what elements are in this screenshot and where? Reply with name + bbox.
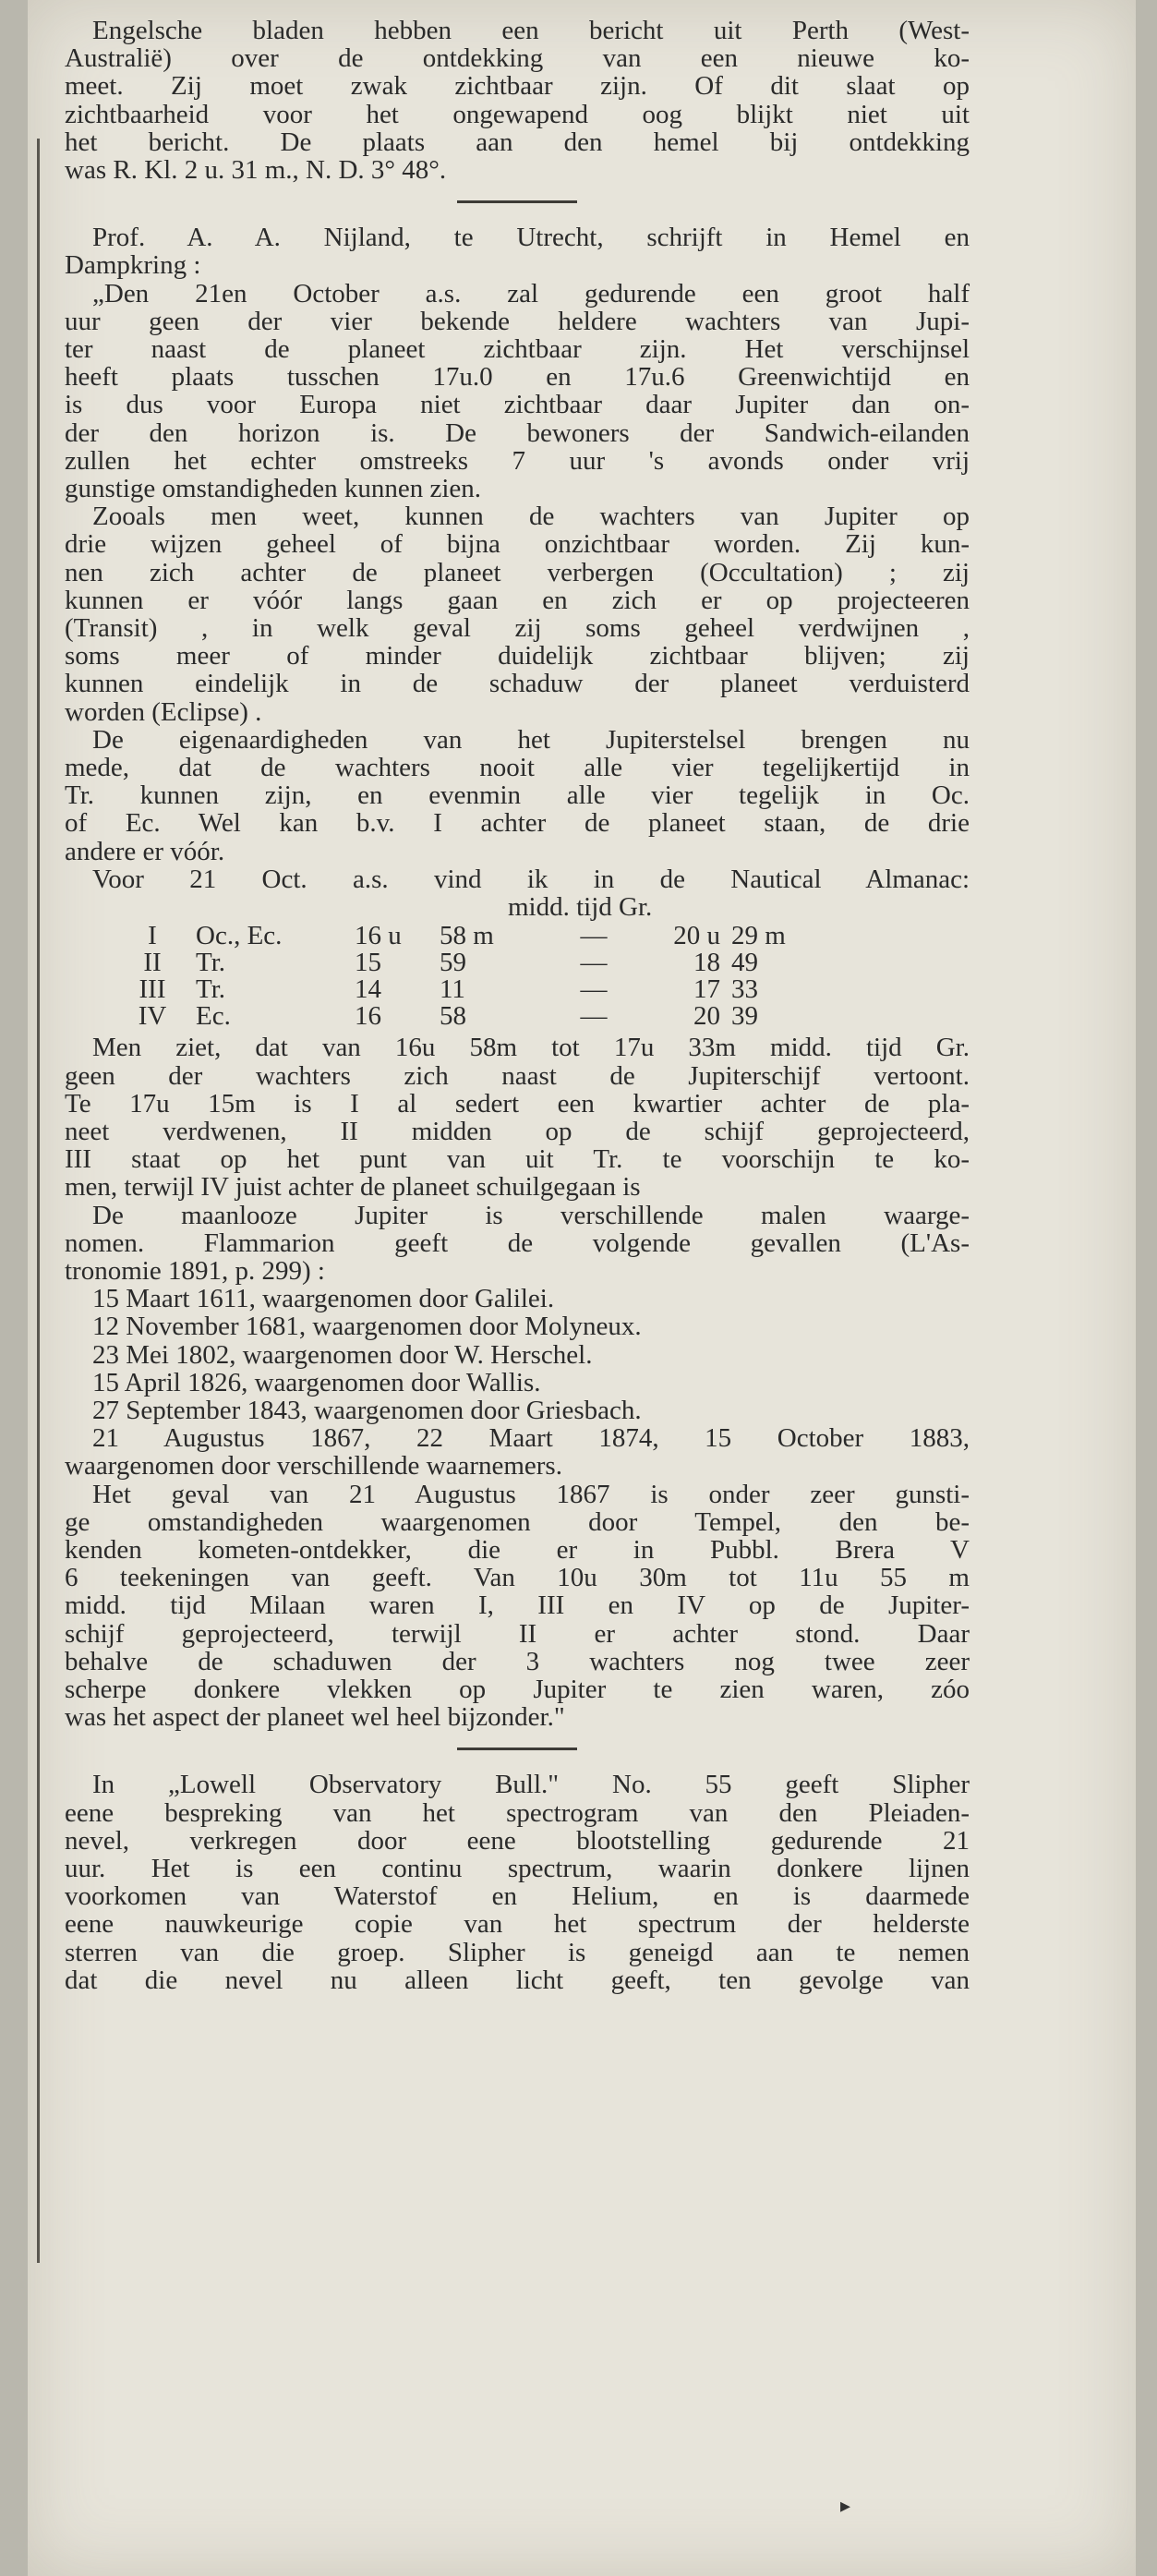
table-cell: 20 u [673, 921, 720, 951]
table-cell: 14 [355, 974, 381, 1005]
observations-list [65, 1285, 970, 1480]
table-cell: I [148, 921, 157, 951]
list-item: 21 Augustus 1867, 22 Maart 1874, 15 October 1883, [92, 1423, 970, 1454]
text-line: zichtbaarheid voor het ongewapend oog blijkt niet uit [65, 99, 970, 129]
text-line: kenden kometen-ontdekker, die er in Pubbl. Brera V [65, 1534, 970, 1565]
text-line: sterren van die groep. Slipher is geneigd aan te nemen [65, 1937, 970, 1967]
list-item: 23 Mei 1802, waargenomen door W. Herschel. [92, 1339, 593, 1370]
table-cell: 39 [731, 1001, 758, 1032]
text-line: tronomie 1891, p. 299) : [65, 1255, 325, 1286]
text-line: is dus voor Europa niet zichtbaar daar Jupiter dan on- [65, 390, 970, 420]
text-line: schijf geprojecteerd, terwijl II er achter stond. Daar [65, 1618, 970, 1649]
text-line: kunnen eindelijk in de schaduw der planeet verduisterd [65, 669, 970, 699]
table-subheading: midd. tijd Gr. [508, 892, 653, 923]
list-item: 15 April 1826, waargenomen door Wallis. [92, 1367, 541, 1397]
text-line: worden (Eclipse) . [65, 696, 262, 727]
table-cell: 18 [693, 948, 720, 978]
table-cell: 16 [355, 1001, 381, 1032]
text-line: of Ec. Wel kan b.v. I achter de planeet staan, de drie [65, 808, 970, 839]
table-cell: 16 u [355, 921, 402, 951]
text-line: nen zich achter de planeet verbergen (Occultation) ; zij [65, 557, 970, 587]
table-cell: Ec. [196, 1001, 231, 1032]
text-line: De eigenaardigheden van het Jupiterstelsel brengen nu [92, 724, 970, 755]
paragraph-4 [65, 1034, 970, 1201]
table-row [120, 949, 816, 976]
table-row [120, 923, 816, 949]
table-cell: — [580, 948, 608, 978]
table-cell: 49 [731, 948, 758, 978]
text-line: het bericht. De plaats aan den hemel bij ontdekking [65, 127, 970, 157]
text-line: „Den 21en October a.s. zal gedurende een groot half [92, 278, 970, 308]
text-line: behalve de schaduwen der 3 wachters nog twee zeer [65, 1646, 970, 1676]
text-line: Prof. A. A. Nijland, te Utrecht, schrijft in Hemel en [92, 223, 970, 253]
table-cell: Tr. [196, 948, 226, 978]
text-line: voorkomen van Waterstof en Helium, en is daarmede [65, 1881, 970, 1912]
text-line: nevel, verkregen door eene blootstelling gedurende 21 [65, 1825, 970, 1856]
text-line: was het aspect der planeet wel heel bijzonder." [65, 1702, 565, 1733]
list-item: waargenomen door verschillende waarnemers. [65, 1451, 562, 1482]
text-line: gunstige omstandigheden kunnen zien. [65, 474, 482, 504]
text-line: zullen het echter omstreeks 7 uur 's avonds onder vrij [65, 445, 970, 476]
table-cell: 59 [440, 948, 466, 978]
text-line: scherpe donkere vlekken op Jupiter te zien waren, zóo [65, 1674, 970, 1704]
text-line: der den horizon is. De bewoners der Sandwich-eilanden [65, 417, 970, 448]
paragraph-1 [65, 280, 970, 503]
table-cell: 33 [731, 974, 758, 1005]
text-line: (Transit) , in welk geval zij soms geheel verdwijnen , [65, 613, 970, 644]
text-line: Australië) over de ontdekking van een nieuwe ko- [65, 43, 970, 74]
table-cell: — [580, 921, 608, 951]
paragraph-2 [65, 502, 970, 726]
text-line: heeft plaats tusschen 17u.0 en 17u.6 Greenwichtijd en [65, 362, 970, 393]
list-item: 27 September 1843, waargenomen door Griesbach. [92, 1395, 642, 1425]
text-line: men, terwijl IV juist achter de planeet schuilgegaan is [65, 1172, 641, 1203]
text-line: kunnen er vóór langs gaan en zich er op projecteeren [65, 585, 970, 615]
text-line: was R. Kl. 2 u. 31 m., N. D. 3° 48°. [65, 155, 447, 186]
table-cell: II [143, 948, 162, 978]
article-comet [65, 17, 970, 184]
text-line: eene nauwkeurige copie van het spectrum der helderste [65, 1909, 970, 1940]
text-line: meet. Zij moet zwak zichtbaar zijn. Of dit slaat op [65, 71, 970, 102]
table-cell: IV [138, 1001, 167, 1032]
clipping-text [65, 17, 970, 1994]
text-line: mede, dat de wachters nooit alle vier tegelijkertijd in [65, 753, 970, 783]
table-cell: Tr. [196, 974, 226, 1005]
text-line: ter naast de planeet zichtbaar zijn. Het verschijnsel [65, 334, 970, 365]
text-line: Het geval van 21 Augustus 1867 is onder zeer gunsti- [92, 1479, 970, 1509]
text-line: III staat op het punt van uit Tr. te voorschijn te ko- [65, 1144, 970, 1175]
text-line: uur. Het is een continu spectrum, waarin donkere lijnen [65, 1853, 970, 1883]
paragraph-6 [65, 1481, 970, 1732]
text-line: 6 teekeningen van geeft. Van 10u 30m tot 11u 55 m [65, 1563, 970, 1593]
text-line: midd. tijd Milaan waren I, III en IV op de Jupiter- [65, 1590, 970, 1621]
list-item: 15 Maart 1611, waargenomen door Galilei. [92, 1284, 555, 1314]
table-intro [65, 865, 970, 921]
left-column-rule [37, 139, 40, 2263]
text-line: Tr. kunnen zijn, en evenmin alle vier tegelijk in Oc. [65, 780, 970, 811]
text-line: Voor 21 Oct. a.s. vind ik in de Nautical Almanac: [92, 864, 970, 894]
text-line: soms meer of minder duidelijk zichtbaar blijven; zij [65, 641, 970, 671]
text-line: eene bespreking van het spectrogram van den Pleiaden- [65, 1797, 970, 1828]
text-line: neet verdwenen, II midden op de schijf geprojecteerd, [65, 1116, 970, 1146]
text-line: andere er vóór. [65, 836, 225, 866]
text-line: uur geen der vier bekende heldere wachters van Jupi- [65, 306, 970, 336]
table-cell: III [139, 974, 166, 1005]
text-line: ge omstandigheden waargenomen door Tempel, den be- [65, 1506, 970, 1537]
article-jupiter-intro [65, 224, 970, 279]
table-cell: 15 [355, 948, 381, 978]
paragraph-3 [65, 726, 970, 865]
text-line: Te 17u 15m is I al sedert een kwartier achter de pla- [65, 1088, 970, 1119]
table-row [120, 1003, 816, 1030]
text-line: Engelsche bladen hebben een bericht uit Perth (West- [92, 16, 970, 45]
text-line: Men ziet, dat van 16u 58m tot 17u 33m midd. tijd Gr. [92, 1033, 970, 1063]
text-line: Zooals men weet, kunnen de wachters van Jupiter op [92, 502, 970, 532]
text-line: geen der wachters zich naast de Jupiterschijf vertoont. [65, 1060, 970, 1091]
text-line: drie wijzen geheel of bijna onzichtbaar worden. Zij kun- [65, 529, 970, 560]
table-cell: — [580, 974, 608, 1005]
text-line: dat die nevel nu alleen licht geeft, ten gevolge van [65, 1965, 970, 1995]
text-line: De maanlooze Jupiter is verschillende malen waarge- [92, 1200, 970, 1230]
paragraph-5 [65, 1202, 970, 1286]
article-pleiades [65, 1771, 970, 1994]
nautical-almanac-table [120, 923, 816, 1030]
text-line: In „Lowell Observatory Bull." No. 55 geeft Slipher [92, 1770, 970, 1800]
newspaper-clipping [28, 0, 1136, 2576]
margin-mark: ▸ [840, 2494, 851, 2517]
table-cell: 20 [693, 1001, 720, 1032]
table-cell: 58 m [440, 921, 494, 951]
table-cell: — [580, 1001, 608, 1032]
table-cell: 29 m [731, 921, 786, 951]
table-cell: Oc., Ec. [196, 921, 283, 951]
text-line: nomen. Flammarion geeft de volgende gevallen (L'As- [65, 1228, 970, 1258]
list-item: 12 November 1681, waargenomen door Molyneux. [92, 1312, 642, 1342]
table-cell: 11 [440, 974, 465, 1005]
text-line: Dampkring : [65, 250, 201, 281]
section-separator [457, 200, 577, 203]
table-cell: 58 [440, 1001, 466, 1032]
table-row [120, 976, 816, 1003]
section-separator [457, 1748, 577, 1750]
table-cell: 17 [693, 974, 720, 1005]
